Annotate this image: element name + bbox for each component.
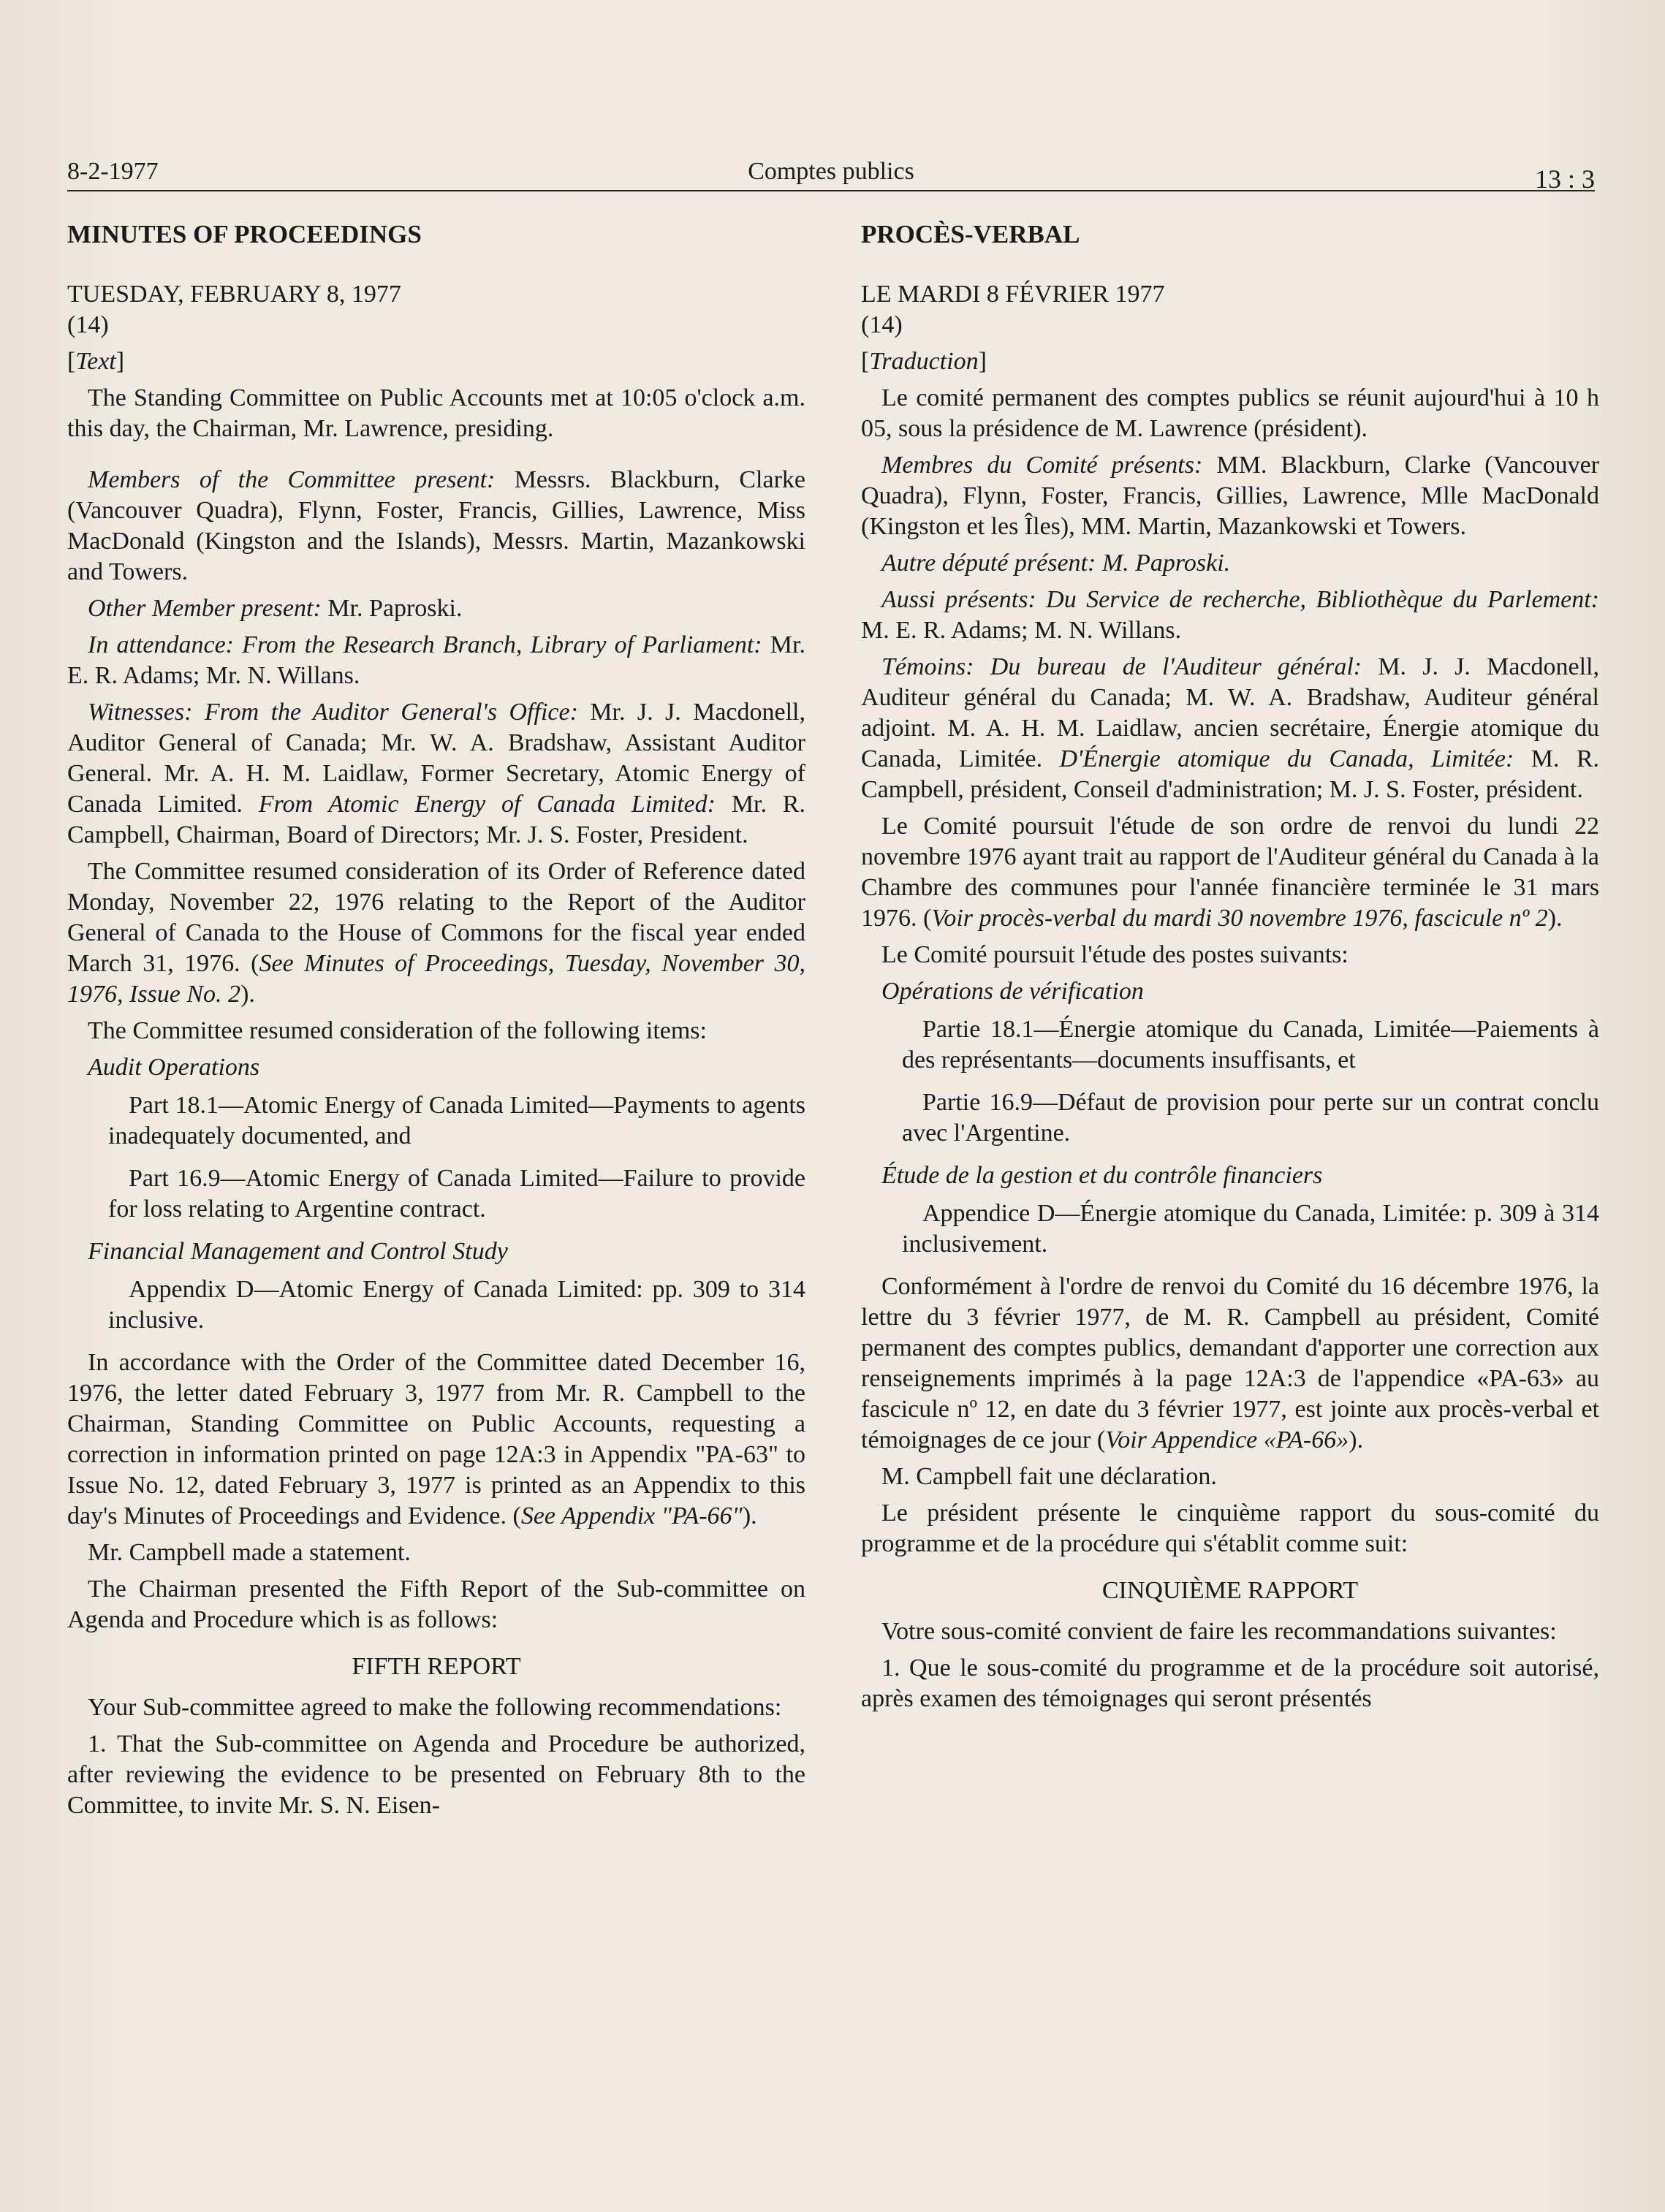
header-date: 8-2-1977 [67, 158, 159, 185]
fifth-report-heading-fr: CINQUIÈME RAPPORT [1101, 1577, 1359, 1604]
accordance-paragraph-fr: Conformément à l'ordre de renvoi du Comité du 16 décembre 1976, la lettre du 3 février 1977, de M. R. Campbell au président, Comité permanent des comptes publics, demandant d'apporter une correction aux renseignements imprimés à la page 12A:3 de l'appendice «PA-63» au fascicule nº 12, en date du 3 février 1977, est jointe aux procès-verbal et témoignages de ce jour (Voir Appendice «PA-66»). [861, 1273, 1599, 1453]
financial-management-heading-fr: Étude de la gestion et du contrôle financiers [881, 1162, 1323, 1189]
accordance-paragraph: In accordance with the Order of the Committee dated December 16, 1976, the letter dated February 3, 1977 from Mr. R. Campbell to the Chairman, Standing Committee on Public Accounts, requesting a correction in information printed on page 12A:3 in Appendix "PA-63" to Issue No. 12, dated February 3, 1977 is printed as an Appendix to this day's Minutes of Proceedings and Evidence. (See Appendix "PA-66"). [67, 1349, 805, 1529]
recommendation-1-fr: 1. Que le sous-comité du programme et de la procédure soit autorisé, après examen des témoignages qui seront présentés [861, 1654, 1599, 1712]
witnesses: Witnesses: From the Auditor General's Office: Mr. J. J. Macdonell, Auditor General of Canada; Mr. W. A. Bradshaw, Assistant Auditor General. Mr. A. H. M. Laidlaw, Former Secretary, Atomic Energy of Canada Limited. From Atomic Energy of Canada Limited: Mr. R. Campbell, Chairman, Board of Directors; Mr. J. S. Foster, President. [67, 699, 805, 848]
statement-paragraph-fr: M. Campbell fait une déclaration. [881, 1463, 1217, 1490]
other-member-present-fr: Autre député présent: M. Paproski. [881, 550, 1231, 577]
resumed-order-of-reference-fr: Le Comité poursuit l'étude de son ordre de renvoi du lundi 22 novembre 1976 ayant trait au rapport de l'Auditeur général du Canada à la Chambre des communes pour l'année financière terminée le 31 mars 1976. (Voir procès-verbal du mardi 30 novembre 1976, fascicule nº 2). [861, 813, 1599, 932]
statement-paragraph: Mr. Campbell made a statement. [88, 1539, 411, 1566]
item-appendice-d: Appendice D—Énergie atomique du Canada, Limitée: p. 309 à 314 inclusivement. [902, 1200, 1599, 1258]
item-appendix-d: Appendix D—Atomic Energy of Canada Limited: pp. 309 to 314 inclusive. [108, 1276, 805, 1334]
item-part-18-1: Part 18.1—Atomic Energy of Canada Limited—Payments to agents inadequately documented, and [108, 1092, 805, 1149]
resumed-items: The Committee resumed consideration of the following items: [88, 1017, 707, 1044]
item-part-16-9: Part 16.9—Atomic Energy of Canada Limited—Failure to provide for loss relating to Argentine contract. [108, 1165, 805, 1223]
other-member-present: Other Member present: Mr. Paproski. [88, 595, 463, 622]
translation-tag: [Traduction] [861, 348, 987, 375]
resumed-items-fr: Le Comité poursuit l'étude des postes suivants: [881, 941, 1349, 968]
witnesses-fr: Témoins: Du bureau de l'Auditeur général: M. J. J. Macdonell, Auditeur général du Canada; M. W. A. Bradshaw, Auditeur général adjoint. M. A. H. M. Laidlaw, ancien secrétaire, Énergie atomique du Canada, Limitée. D'Énergie atomique du Canada, Limitée: M. R. Campbell, président, Conseil d'administration; M. J. S. Foster, président. [861, 653, 1599, 803]
header-title: Comptes publics [748, 158, 914, 185]
meeting-date-fr: LE MARDI 8 FÉVRIER 1977 [861, 281, 1165, 308]
in-attendance: In attendance: From the Research Branch, Library of Parliament: Mr. E. R. Adams; Mr. N. Willans. [67, 631, 805, 689]
item-partie-16-9: Partie 16.9—Défaut de provision pour perte sur un contrat conclu avec l'Argentine. [902, 1089, 1599, 1147]
opening-paragraph: The Standing Committee on Public Accounts met at 10:05 o'clock a.m. this day, the Chairman, Mr. Lawrence, presiding. [67, 384, 805, 442]
recommendation-1: 1. That the Sub-committee on Agenda and Procedure be authorized, after reviewing the evidence to be presented on February 8th to the Committee, to invite Mr. S. N. Eisen- [67, 1730, 805, 1819]
minutes-heading: MINUTES OF PROCEEDINGS [67, 220, 422, 248]
agreed-paragraph-fr: Votre sous-comité convient de faire les recommandations suivantes: [881, 1618, 1557, 1645]
english-column [67, 219, 805, 1827]
meeting-date: TUESDAY, FEBRUARY 8, 1977 [67, 281, 401, 308]
members-present: Members of the Committee present: Messrs. Blackburn, Clarke (Vancouver Quadra), Flynn, Foster, Francis, Gillies, Lawrence, Miss MacDonald (Kingston and the Islands), Messrs. Martin, Mazankowski and Towers. [67, 466, 805, 585]
meeting-number: (14) [67, 311, 109, 338]
chairman-paragraph-fr: Le président présente le cinquième rapport du sous-comité du programme et de la procédure qui s'établit comme suit: [861, 1500, 1599, 1557]
in-attendance-fr: Aussi présents: Du Service de recherche, Bibliothèque du Parlement: M. E. R. Adams; M. N. Willans. [861, 586, 1599, 644]
resumed-order-of-reference: The Committee resumed consideration of its Order of Reference dated Monday, November 22, 1976 relating to the Report of the Auditor General of Canada to the House of Commons for the fiscal year ended March 31, 1976. (See Minutes of Proceedings, Tuesday, November 30, 1976, Issue No. 2). [67, 858, 805, 1008]
agreed-paragraph: Your Sub-committee agreed to make the following recommendations: [88, 1694, 782, 1721]
chairman-paragraph: The Chairman presented the Fifth Report of the Sub-committee on Agenda and Procedure which is as follows: [67, 1576, 805, 1633]
audit-operations-heading: Audit Operations [88, 1054, 260, 1081]
item-partie-18-1: Partie 18.1—Énergie atomique du Canada, Limitée—Paiements à des représentants—documents insuffisants, et [902, 1016, 1599, 1073]
audit-operations-heading-fr: Opérations de vérification [881, 978, 1144, 1005]
opening-paragraph-fr: Le comité permanent des comptes publics se réunit aujourd'hui à 10 h 05, sous la présidence de M. Lawrence (président). [861, 384, 1599, 442]
members-present-fr: Membres du Comité présents: MM. Blackburn, Clarke (Vancouver Quadra), Flynn, Foster, Francis, Gillies, Lawrence, Mlle MacDonald (Kingston et les Îles), MM. Martin, Mazankowski et Towers. [861, 452, 1599, 540]
meeting-number-fr: (14) [861, 311, 903, 338]
header-page-number: 13 : 3 [1534, 164, 1595, 194]
proces-verbal-heading: PROCÈS-VERBAL [861, 220, 1080, 248]
french-column [861, 219, 1599, 1720]
running-header [67, 146, 1595, 194]
financial-management-heading: Financial Management and Control Study [88, 1238, 508, 1265]
text-tag: [Text] [67, 348, 125, 375]
fifth-report-heading: FIFTH REPORT [352, 1653, 521, 1680]
